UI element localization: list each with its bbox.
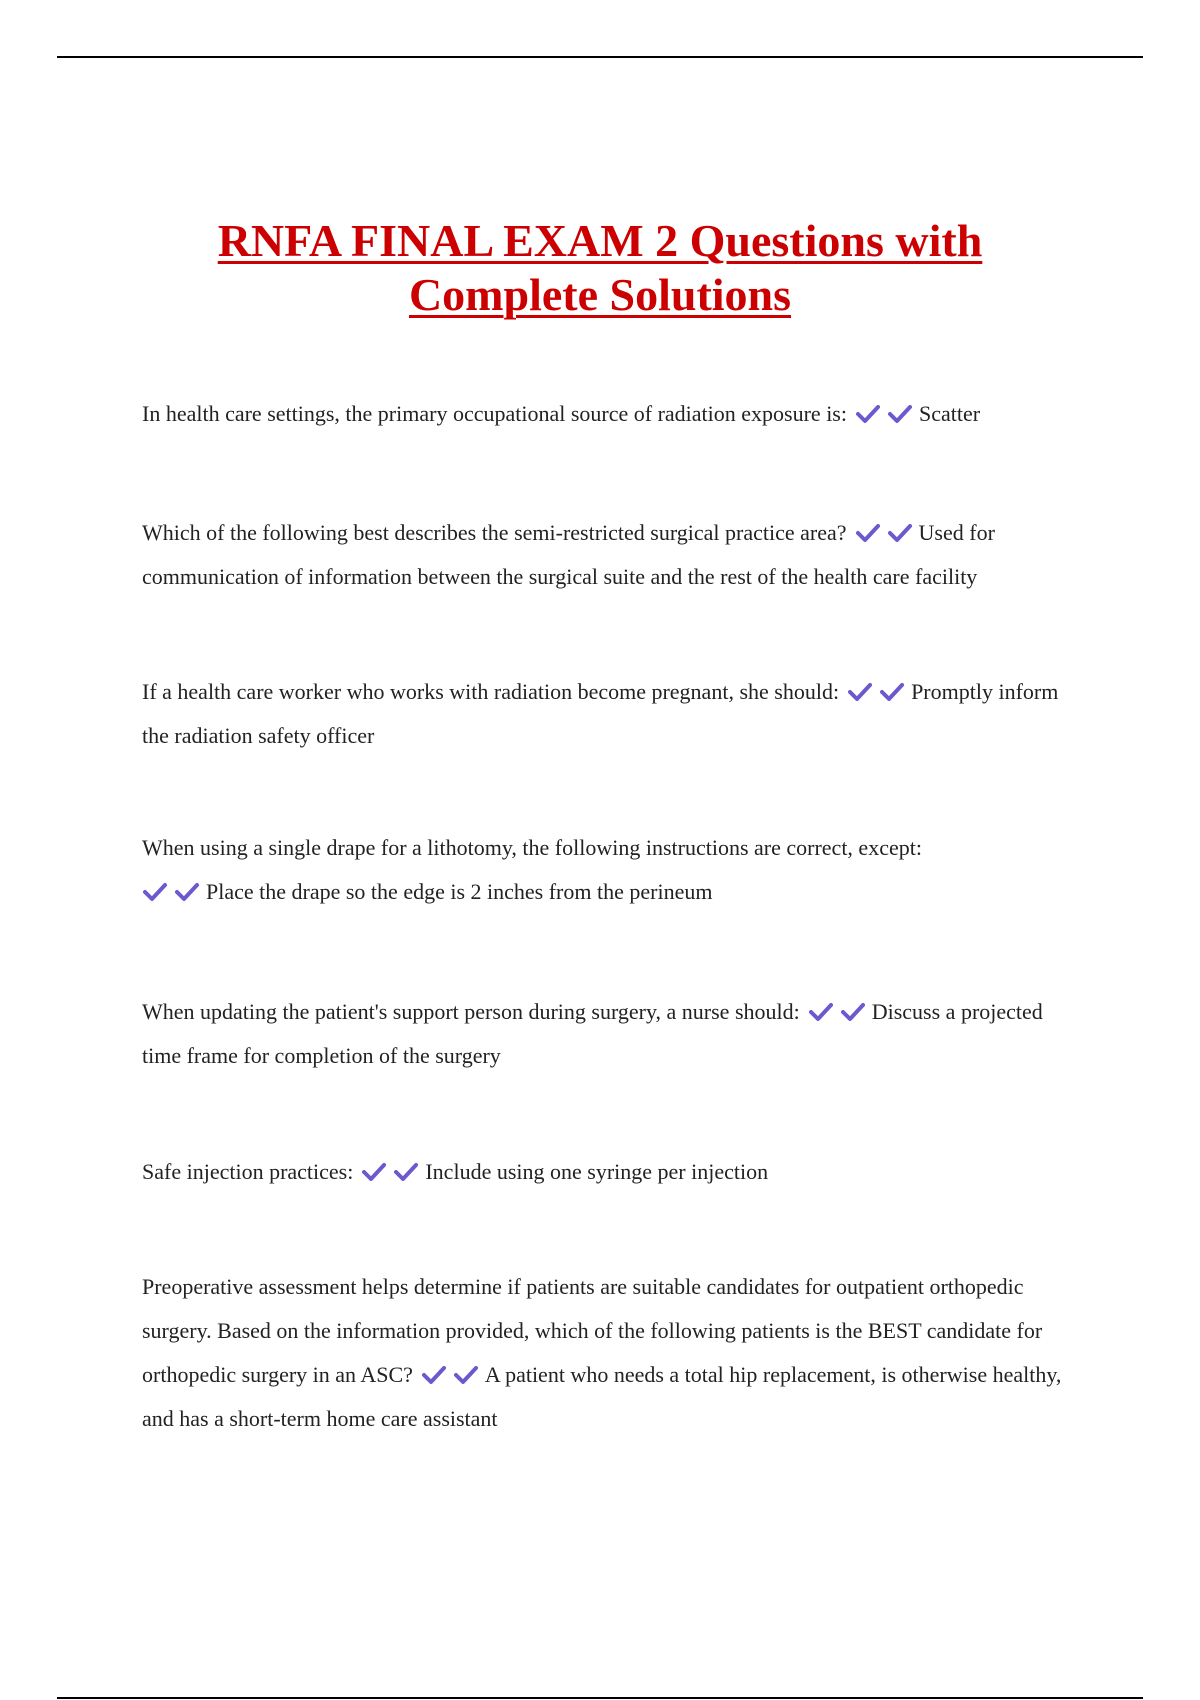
check-icon (142, 882, 168, 902)
question-text: Safe injection practices: (142, 1159, 354, 1184)
answer-text: Include using one syringe per injection (425, 1159, 769, 1184)
qa-item-1 (142, 392, 1072, 436)
question-text: When updating the patient's support person during surgery, a nurse should: (142, 999, 800, 1024)
answer-text: Discuss a projected time frame for completion of the surgery (142, 999, 1043, 1068)
check-icon (393, 1162, 419, 1182)
answer-checkmarks (847, 670, 911, 714)
title-line-2: Complete Solutions (408, 269, 792, 320)
question-text: If a health care worker who works with radiation become pregnant, she should: (142, 679, 840, 704)
answer-checkmarks (421, 1353, 485, 1397)
bottom-divider (57, 1697, 1143, 1699)
answer-checkmarks (855, 511, 919, 555)
check-icon (361, 1162, 387, 1182)
qa-item-3 (142, 670, 1072, 758)
question-text: In health care settings, the primary occupational source of radiation exposure is: (142, 401, 847, 426)
qa-item-7 (142, 1265, 1072, 1441)
question-text: Preoperative assessment helps determine if patients are suitable candidates for outpatient orthopedic surgery. Based on the information provided, which of the following patients is the BEST candidate for orthopedic surgery in an ASC? (142, 1274, 1043, 1387)
check-icon (879, 682, 905, 702)
check-icon (808, 1002, 834, 1022)
check-icon (174, 882, 200, 902)
answer-checkmarks (361, 1150, 425, 1194)
answer-text: A patient who needs a total hip replacement, is otherwise healthy, and has a short-term home care assistant (142, 1362, 1062, 1431)
check-icon (887, 404, 913, 424)
answer-checkmarks (808, 990, 872, 1034)
answer-checkmarks (142, 870, 206, 914)
check-icon (887, 523, 913, 543)
check-icon (847, 682, 873, 702)
document-title (120, 214, 1080, 322)
top-divider (57, 56, 1143, 58)
answer-checkmarks (855, 392, 919, 436)
answer-text: Used for communication of information between the surgical suite and the rest of the health care facility (142, 520, 995, 589)
qa-item-6 (142, 1150, 1072, 1194)
check-icon (421, 1365, 447, 1385)
qa-item-5 (142, 990, 1072, 1078)
check-icon (855, 523, 881, 543)
title-line-1: RNFA FINAL EXAM 2 Questions with (217, 215, 983, 266)
answer-text: Place the drape so the edge is 2 inches from the perineum (206, 879, 713, 904)
qa-item-4 (142, 826, 1072, 914)
qa-item-2 (142, 511, 1072, 599)
answer-text: Scatter (918, 401, 981, 426)
answer-text: Promptly inform the radiation safety officer (142, 679, 1059, 748)
check-icon (855, 404, 881, 424)
check-icon (453, 1365, 479, 1385)
question-text: Which of the following best describes the semi-restricted surgical practice area? (142, 520, 847, 545)
question-text: When using a single drape for a lithotomy, the following instructions are correct, except: (142, 835, 922, 860)
check-icon (840, 1002, 866, 1022)
